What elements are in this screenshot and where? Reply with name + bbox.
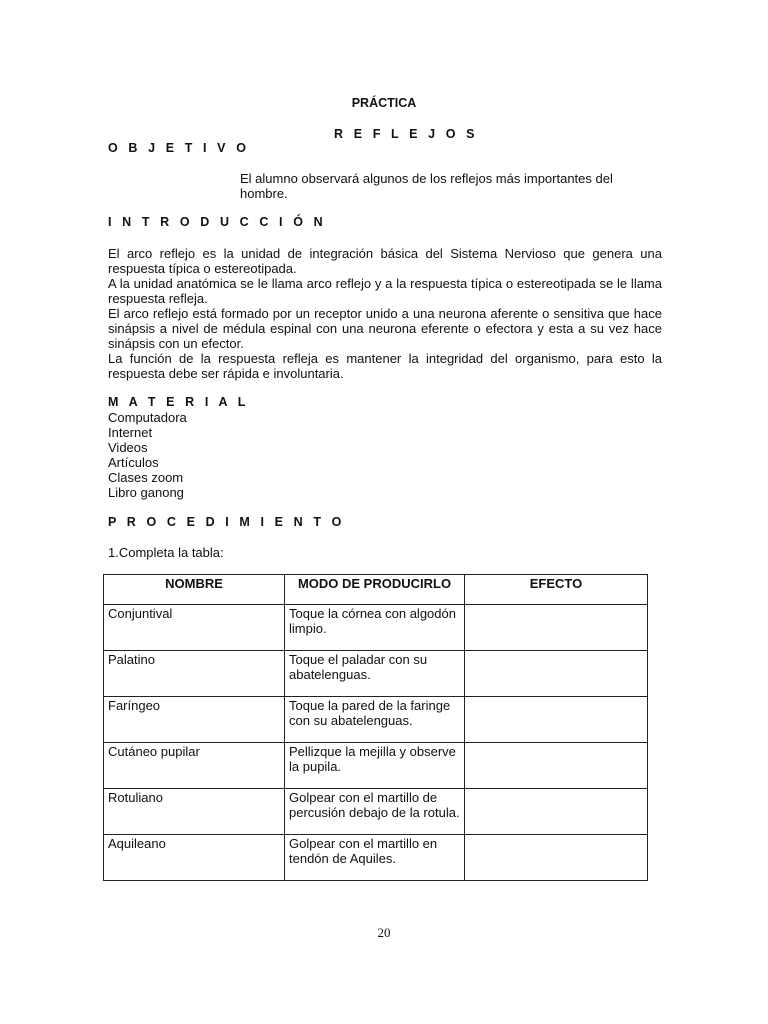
- material-item: Videos: [108, 440, 148, 455]
- cell-nombre: Aquileano: [104, 835, 285, 881]
- table-header-row: [104, 575, 648, 605]
- material-item: Libro ganong: [108, 485, 184, 500]
- cell-modo: Toque la pared de la faringe con su abatelenguas.: [285, 697, 465, 743]
- cell-efecto[interactable]: [465, 835, 648, 881]
- cell-nombre: Conjuntival: [104, 605, 285, 651]
- cell-modo: Toque la córnea con algodón limpio.: [285, 605, 465, 651]
- table-row: [104, 697, 648, 743]
- reflex-table: [103, 574, 648, 881]
- material-item: Computadora: [108, 410, 187, 425]
- material-list: [108, 410, 187, 500]
- cell-modo: Golpear con el martillo en tendón de Aquiles.: [285, 835, 465, 881]
- header-efecto: EFECTO: [465, 575, 648, 605]
- cell-efecto[interactable]: [465, 605, 648, 651]
- cell-efecto[interactable]: [465, 697, 648, 743]
- procedimiento-instruction: 1.Completa la tabla:: [108, 545, 224, 560]
- cell-efecto[interactable]: [465, 789, 648, 835]
- cell-nombre: Rotuliano: [104, 789, 285, 835]
- cell-nombre: Palatino: [104, 651, 285, 697]
- cell-nombre: Cutáneo pupilar: [104, 743, 285, 789]
- material-heading: M A T E R I A L: [108, 395, 250, 409]
- cell-nombre: Faríngeo: [104, 697, 285, 743]
- objetivo-text: El alumno observará algunos de los reflejos más importantes del hombre.: [240, 171, 613, 201]
- header-modo: MODO DE PRODUCIRLO: [285, 575, 465, 605]
- table-row: [104, 605, 648, 651]
- material-item: Clases zoom: [108, 470, 184, 485]
- intro-paragraph: A la unidad anatómica se le llama arco reflejo y a la respuesta típica o estereotipada se le llama respuesta refleja.: [108, 276, 662, 306]
- cell-modo: Pellizque la mejilla y observe la pupila.: [285, 743, 465, 789]
- page-number: 20: [377, 925, 391, 940]
- introduccion-body: [108, 246, 662, 381]
- procedimiento-heading: P R O C E D I M I E N T O: [108, 515, 346, 529]
- material-item: Artículos: [108, 455, 159, 470]
- intro-paragraph: El arco reflejo está formado por un receptor unido a una neurona aferente o sensitiva que hace sinápsis a nivel de médula espinal con una neurona eferente o efectora y esta a su vez hace sinápsis con un efector.: [108, 306, 662, 351]
- cell-modo: Golpear con el martillo de percusión debajo de la rotula.: [285, 789, 465, 835]
- table-row: [104, 651, 648, 697]
- practice-subtitle: R E F L E J O S: [334, 127, 479, 141]
- cell-efecto[interactable]: [465, 743, 648, 789]
- header-nombre: NOMBRE: [104, 575, 285, 605]
- cell-modo: Toque el paladar con su abatelenguas.: [285, 651, 465, 697]
- cell-efecto[interactable]: [465, 651, 648, 697]
- page-title: PRÁCTICA: [351, 96, 417, 110]
- table-row: [104, 789, 648, 835]
- table-row: [104, 835, 648, 881]
- material-item: Internet: [108, 425, 153, 440]
- intro-paragraph: El arco reflejo es la unidad de integración básica del Sistema Nervioso que genera una respuesta típica o estereotipada.: [108, 246, 662, 276]
- intro-paragraph: La función de la respuesta refleja es mantener la integridad del organismo, para esto la respuesta debe ser rápida e involuntaria.: [108, 351, 662, 381]
- table-row: [104, 743, 648, 789]
- introduccion-heading: I N T R O D U C C I Ó N: [108, 215, 327, 229]
- objetivo-heading: O B J E T I V O: [108, 141, 250, 155]
